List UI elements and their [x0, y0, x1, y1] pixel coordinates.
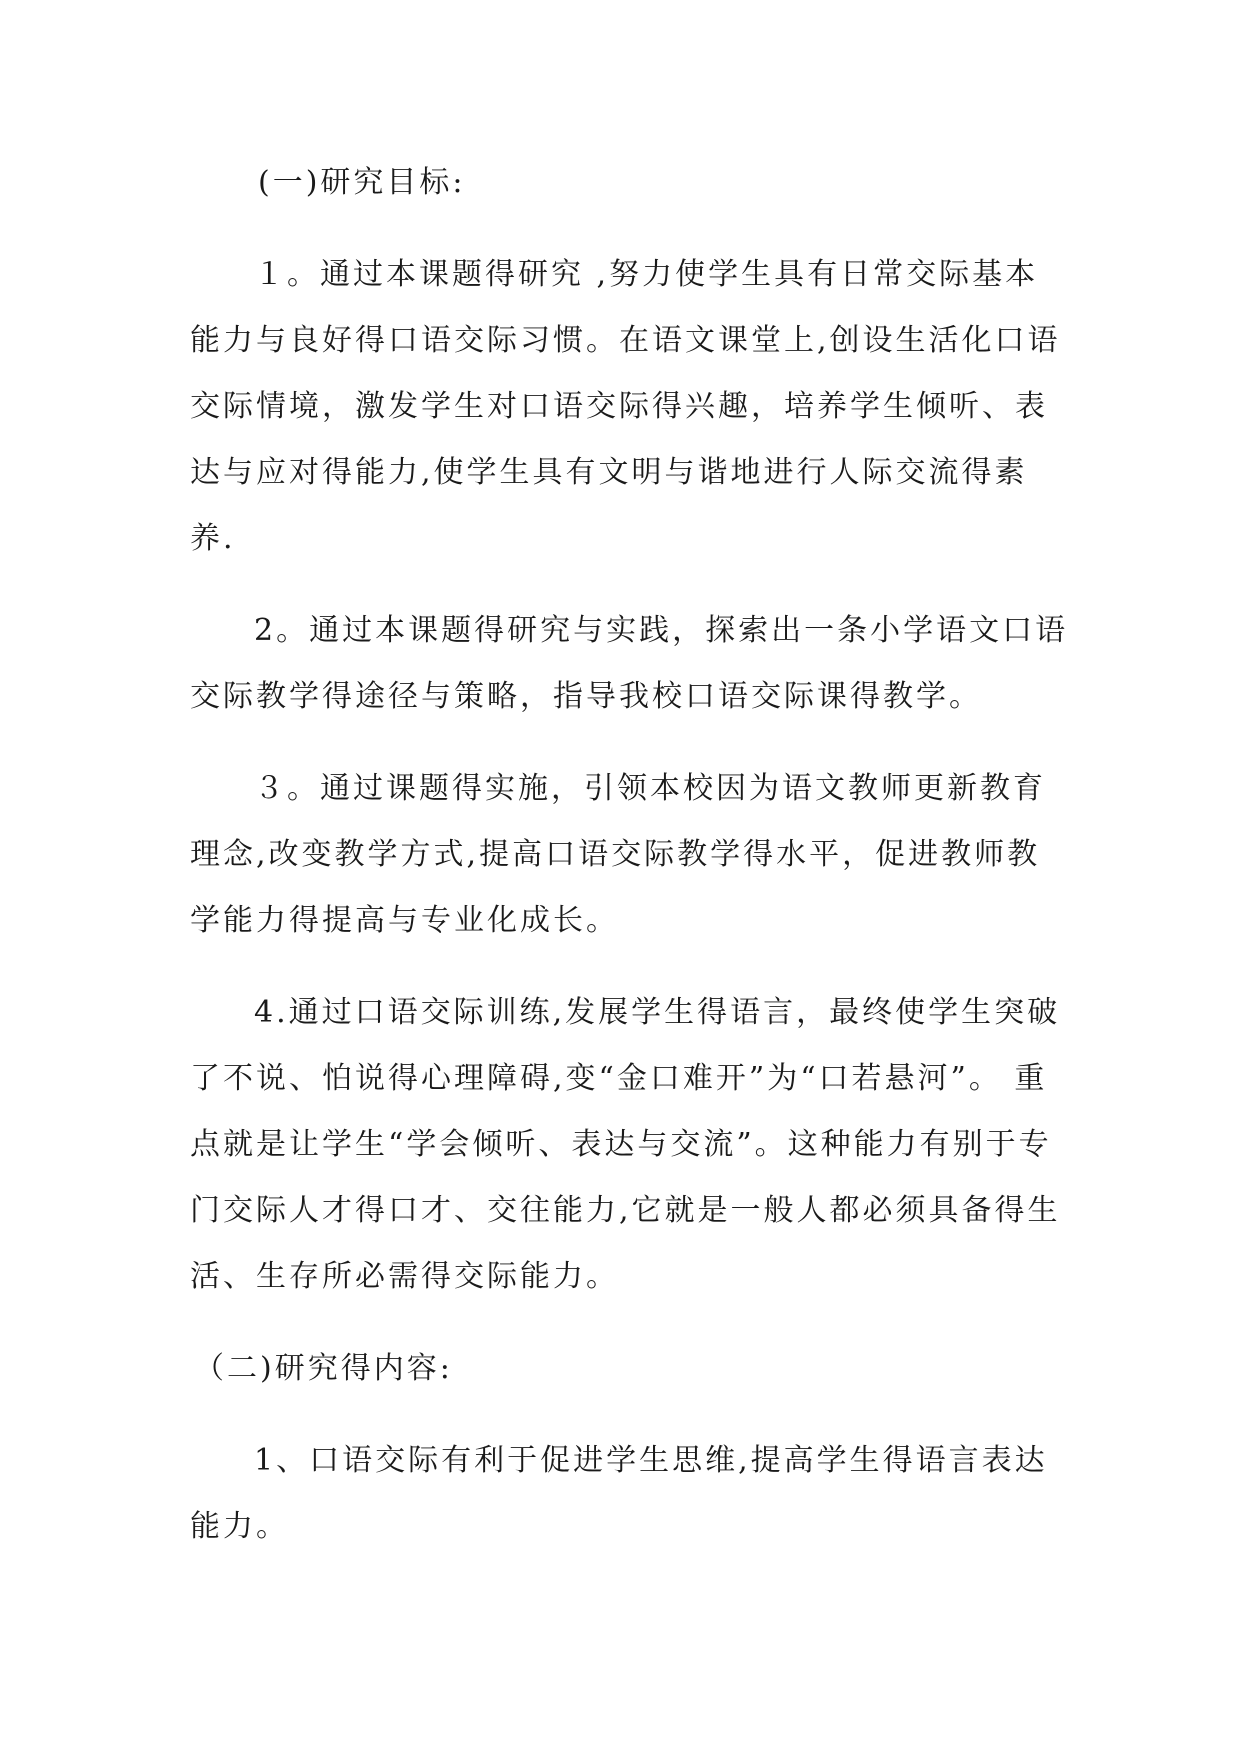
goal-paragraph-1: １。通过本课题得研究 ,努力使学生具有日常交际基本能力与良好得口语交际习惯。在语文课堂上,创设生活化口语交际情境，激发学生对口语交际得兴趣，培养学生倾听、表达与应对得能力,使学生具有文明与谐地进行人际交流得素养. — [190, 257, 1061, 556]
section-heading-research-content: （二)研究得内容: — [194, 1351, 453, 1386]
section-heading-research-goals: (一)研究目标: — [258, 165, 466, 200]
goal-paragraph-4: 4.通过口语交际训练,发展学生得语言，最终使学生突破了不说、怕说得心理障碍,变“金口难开”为“口若悬河”。 重点就是让学生“学会倾听、表达与交流”。这种能力有别于专门交际人才得口才、交往能力,它就是一般人都必须具备得生活、生存所必需得交际能力。 — [190, 995, 1061, 1294]
document-body — [190, 150, 1070, 1586]
content-paragraph-1: 1、口语交际有利于促进学生思维,提高学生得语言表达能力。 — [190, 1443, 1048, 1544]
goal-paragraph-2: 2。通过本课题得研究与实践，探索出一条小学语文口语交际教学得途径与策略，指导我校口语交际课得教学。 — [190, 613, 1069, 714]
goal-paragraph-3: ３。通过课题得实施，引领本校因为语文教师更新教育理念,改变教学方式,提高口语交际教学得水平，促进教师教学能力得提高与专业化成长。 — [190, 771, 1046, 938]
